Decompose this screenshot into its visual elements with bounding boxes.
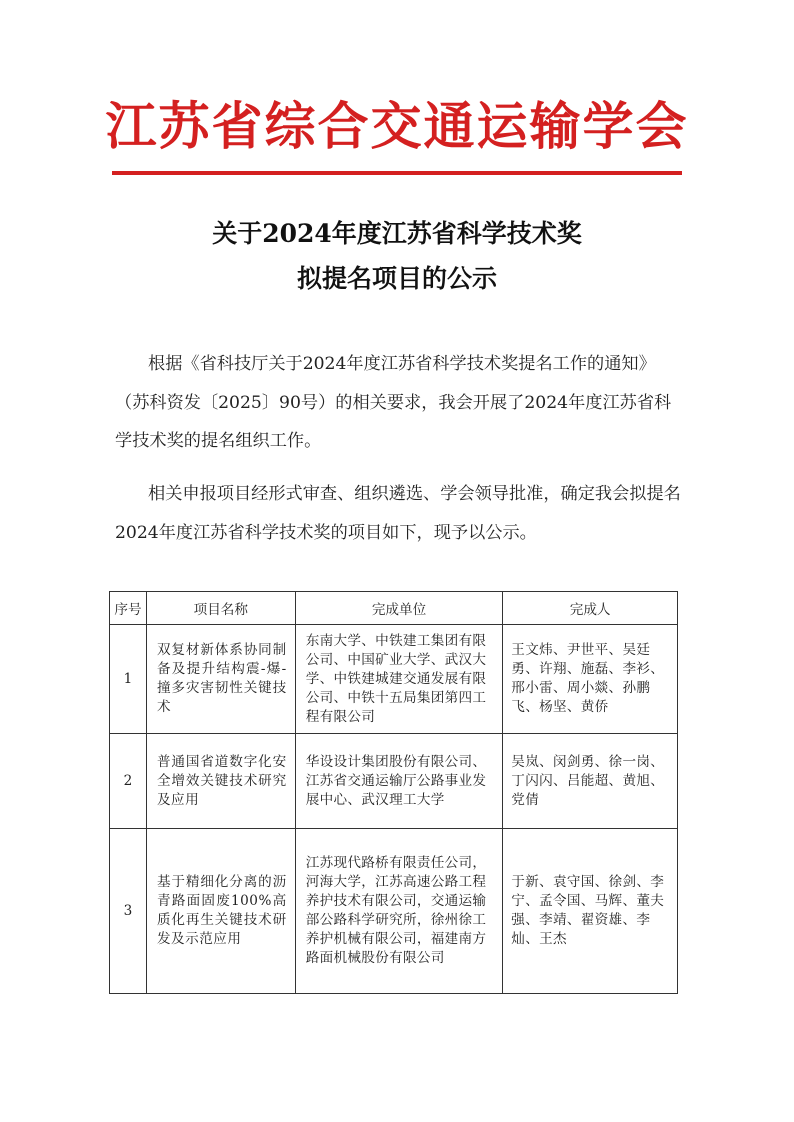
table-row [110, 734, 678, 829]
body-paragraph-2 [115, 475, 681, 552]
body-paragraph-1-text: 根据《省科技厅关于2024年度江苏省科学技术奖提名工作的通知》（苏科资发〔2025〕90号）的相关要求，我会开展了2024年度江苏省科学技术奖的提名组织工作。 [115, 354, 672, 451]
cell-people: 王文炜、尹世平、吴廷勇、许翔、施磊、李衫、邢小雷、周小燚、孙鹏飞、杨坚、黄侨 [503, 625, 678, 734]
header-no: 序号 [110, 592, 147, 625]
cell-people: 吴岚、闵剑勇、徐一岗、丁闪闪、吕能超、黄旭、党倩 [503, 734, 678, 829]
cell-units: 华设设计集团股份有限公司、江苏省交通运输厅公路事业发展中心、武汉理工大学 [295, 734, 503, 829]
cell-units: 江苏现代路桥有限责任公司，河海大学，江苏高速公路工程养护技术有限公司，交通运输部公路科学研究所，徐州徐工养护机械有限公司，福建南方路面机械股份有限公司 [295, 829, 503, 994]
cell-no: 3 [110, 829, 147, 994]
header-project-name: 项目名称 [146, 592, 295, 625]
cell-people: 于新、袁守国、徐剑、李宁、孟令国、马辉、董夫强、李靖、翟资雄、李灿、王杰 [503, 829, 678, 994]
cell-units: 东南大学、中铁建工集团有限公司、中国矿业大学、武汉大学、中铁建城建交通发展有限公司、中铁十五局集团第四工程有限公司 [295, 625, 503, 734]
cell-no: 2 [110, 734, 147, 829]
document-title-line-1: 关于2024年度江苏省科学技术奖 [212, 219, 582, 248]
letterhead-red-rule [112, 171, 682, 175]
cell-no: 1 [110, 625, 147, 734]
table-row [110, 625, 678, 734]
cell-project-name: 基于精细化分离的沥青路面固废100%高质化再生关键技术研发及示范应用 [146, 829, 295, 994]
document-title-line-2: 拟提名项目的公示 [296, 264, 497, 293]
header-people: 完成人 [503, 592, 678, 625]
letterhead-org-name: 江苏省综合交通运输学会 [105, 98, 689, 157]
body-paragraph-1 [115, 345, 681, 461]
cell-project-name: 普通国省道数字化安全增效关键技术研究及应用 [146, 734, 295, 829]
table-header-row [110, 592, 678, 625]
cell-project-name: 双复材新体系协同制备及提升结构震-爆-撞多灾害韧性关键技术 [146, 625, 295, 734]
body-paragraph-2-text: 相关申报项目经形式审查、组织遴选、学会领导批准，确定我会拟提名2024年度江苏省科学技术奖的项目如下，现予以公示。 [115, 484, 681, 543]
header-units: 完成单位 [295, 592, 503, 625]
nomination-table [109, 591, 678, 994]
table-row [110, 829, 678, 994]
